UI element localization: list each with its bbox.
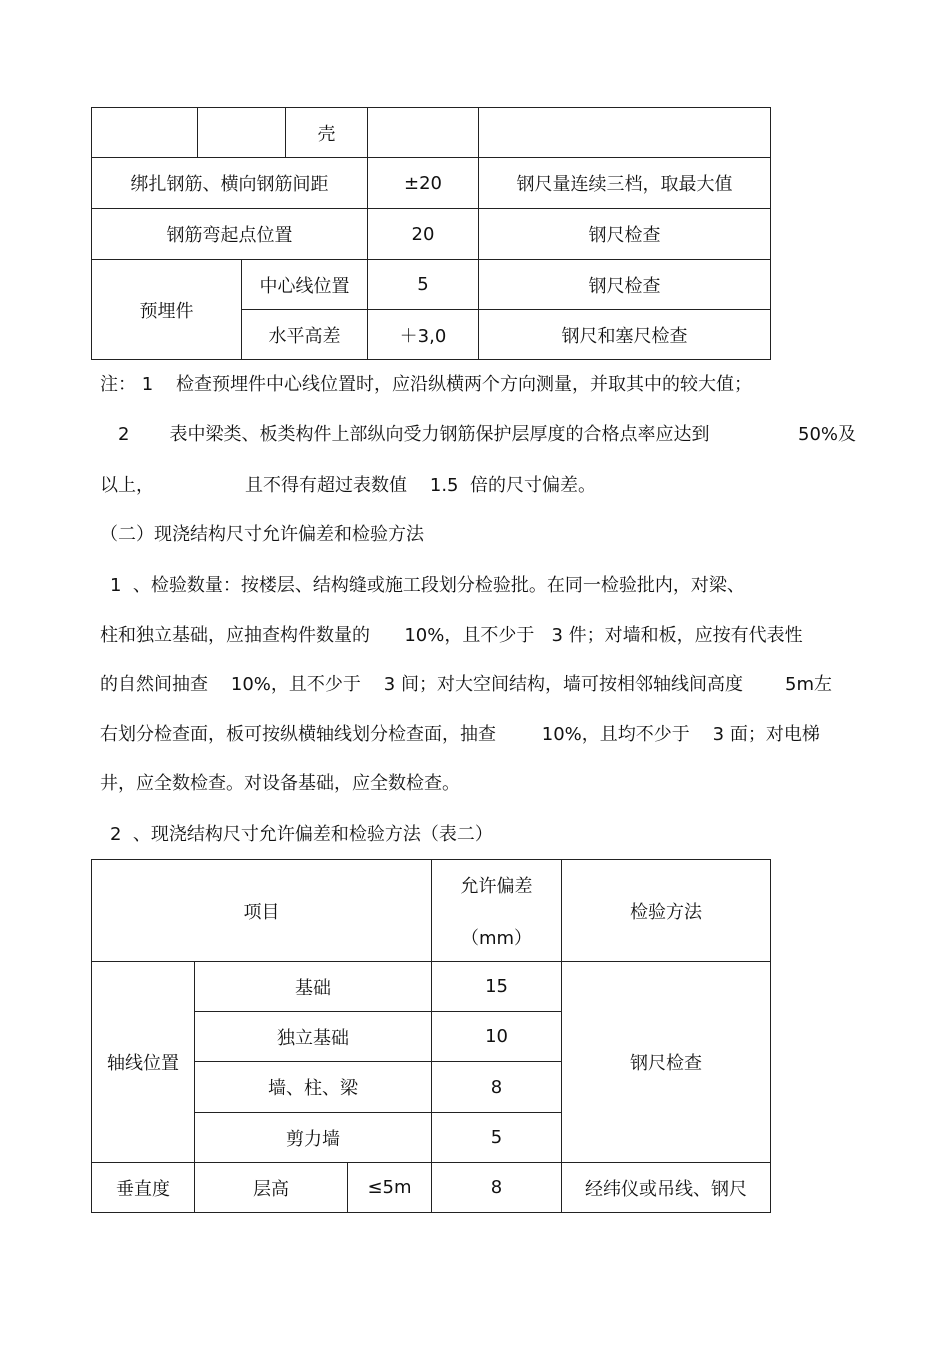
- tolerance-cell: ±20: [368, 158, 479, 209]
- header-method: 检验方法: [562, 860, 771, 962]
- vertical-label-cell: 垂直度: [92, 1163, 195, 1213]
- sub-item-cell: 水平高差: [242, 310, 368, 360]
- note-2-tail: 且不得有超过表数值 1.5 倍的尺寸偏差。: [245, 475, 596, 496]
- table-row: [92, 962, 771, 1012]
- method-cell: 钢尺量连续三档，取最大值: [479, 158, 771, 209]
- table-row: [92, 1163, 771, 1213]
- vertical-cond-cell: ≤5m: [348, 1163, 432, 1213]
- note-2: 2 表中梁类、板类构件上部纵向受力钢筋保护层厚度的合格点率应达到: [118, 424, 710, 445]
- table-caption: 2 、现浇结构尺寸允许偏差和检验方法（表二）: [110, 824, 493, 845]
- vertical-method-cell: 经纬仪或吊线、钢尺: [562, 1163, 771, 1213]
- axis-item-cell: 剪力墙: [195, 1113, 432, 1163]
- paragraph-line-tail: 5m左: [785, 674, 832, 695]
- table-row: [92, 260, 771, 310]
- header-tolerance-line1: 允许偏差: [460, 875, 533, 897]
- header-tolerance-unit: （mm）: [460, 927, 533, 949]
- axis-value-cell: 15: [432, 962, 562, 1012]
- paragraph-line: 的自然间抽查 10%，且不少于 3 间；对大空间结构，墙可按相邻轴线间高度: [100, 674, 743, 695]
- note-1: 注： 1 检查预埋件中心线位置时，应沿纵横两个方向测量，并取其中的较大值；: [100, 374, 753, 395]
- table-cell: [368, 108, 479, 158]
- paragraph-line: 柱和独立基础，应抽查构件数量的 10%，且不少于 3 件；对墙和板，应按有代表性: [100, 625, 803, 646]
- vertical-value-cell: 8: [432, 1163, 562, 1213]
- axis-value-cell: 8: [432, 1062, 562, 1113]
- axis-item-cell: 独立基础: [195, 1012, 432, 1062]
- note-2-percent: 50%及: [798, 424, 857, 445]
- axis-method-cell: 钢尺检查: [562, 962, 771, 1163]
- method-cell: 钢尺和塞尺检查: [479, 310, 771, 360]
- paragraph-line: 井，应全数检查。对设备基础，应全数检查。: [100, 773, 460, 794]
- table-cell: [198, 108, 286, 158]
- method-cell: 钢尺检查: [479, 209, 771, 260]
- paragraph-line: 1 、检验数量：按楼层、结构缝或施工段划分检验批。在同一检验批内，对梁、: [110, 575, 745, 596]
- item-cell: 预埋件: [92, 260, 242, 360]
- axis-value-cell: 5: [432, 1113, 562, 1163]
- section-heading: （二）现浇结构尺寸允许偏差和检验方法: [100, 524, 424, 545]
- table-row: [92, 108, 771, 158]
- table-header-row: [92, 860, 771, 962]
- vertical-sub-cell: 层高: [195, 1163, 348, 1213]
- table-row: [92, 158, 771, 209]
- axis-label-cell: 轴线位置: [92, 962, 195, 1163]
- axis-item-cell: 基础: [195, 962, 432, 1012]
- axis-item-cell: 墙、柱、梁: [195, 1062, 432, 1113]
- header-item: 项目: [92, 860, 432, 962]
- sub-item-cell: 中心线位置: [242, 260, 368, 310]
- paragraph-line: 右划分检查面，板可按纵横轴线划分检查面，抽查 10%，且均不少于 3 面；对电梯: [100, 724, 820, 745]
- item-cell: 绑扎钢筋、横向钢筋间距: [92, 158, 368, 209]
- tolerance-cell: ＋3,0: [368, 310, 479, 360]
- tolerance-cell: 20: [368, 209, 479, 260]
- method-cell: 钢尺检查: [479, 260, 771, 310]
- axis-value-cell: 10: [432, 1012, 562, 1062]
- note-2-continued: 以上，: [100, 475, 154, 496]
- item-cell: 钢筋弯起点位置: [92, 209, 368, 260]
- tolerance-table-2: [91, 859, 771, 1213]
- table-cell: [479, 108, 771, 158]
- tolerance-table-1: [91, 107, 771, 360]
- table-cell: [92, 108, 198, 158]
- table-row: [92, 209, 771, 260]
- tolerance-cell: 5: [368, 260, 479, 310]
- header-tolerance: [432, 860, 562, 962]
- table-cell: 壳: [286, 108, 368, 158]
